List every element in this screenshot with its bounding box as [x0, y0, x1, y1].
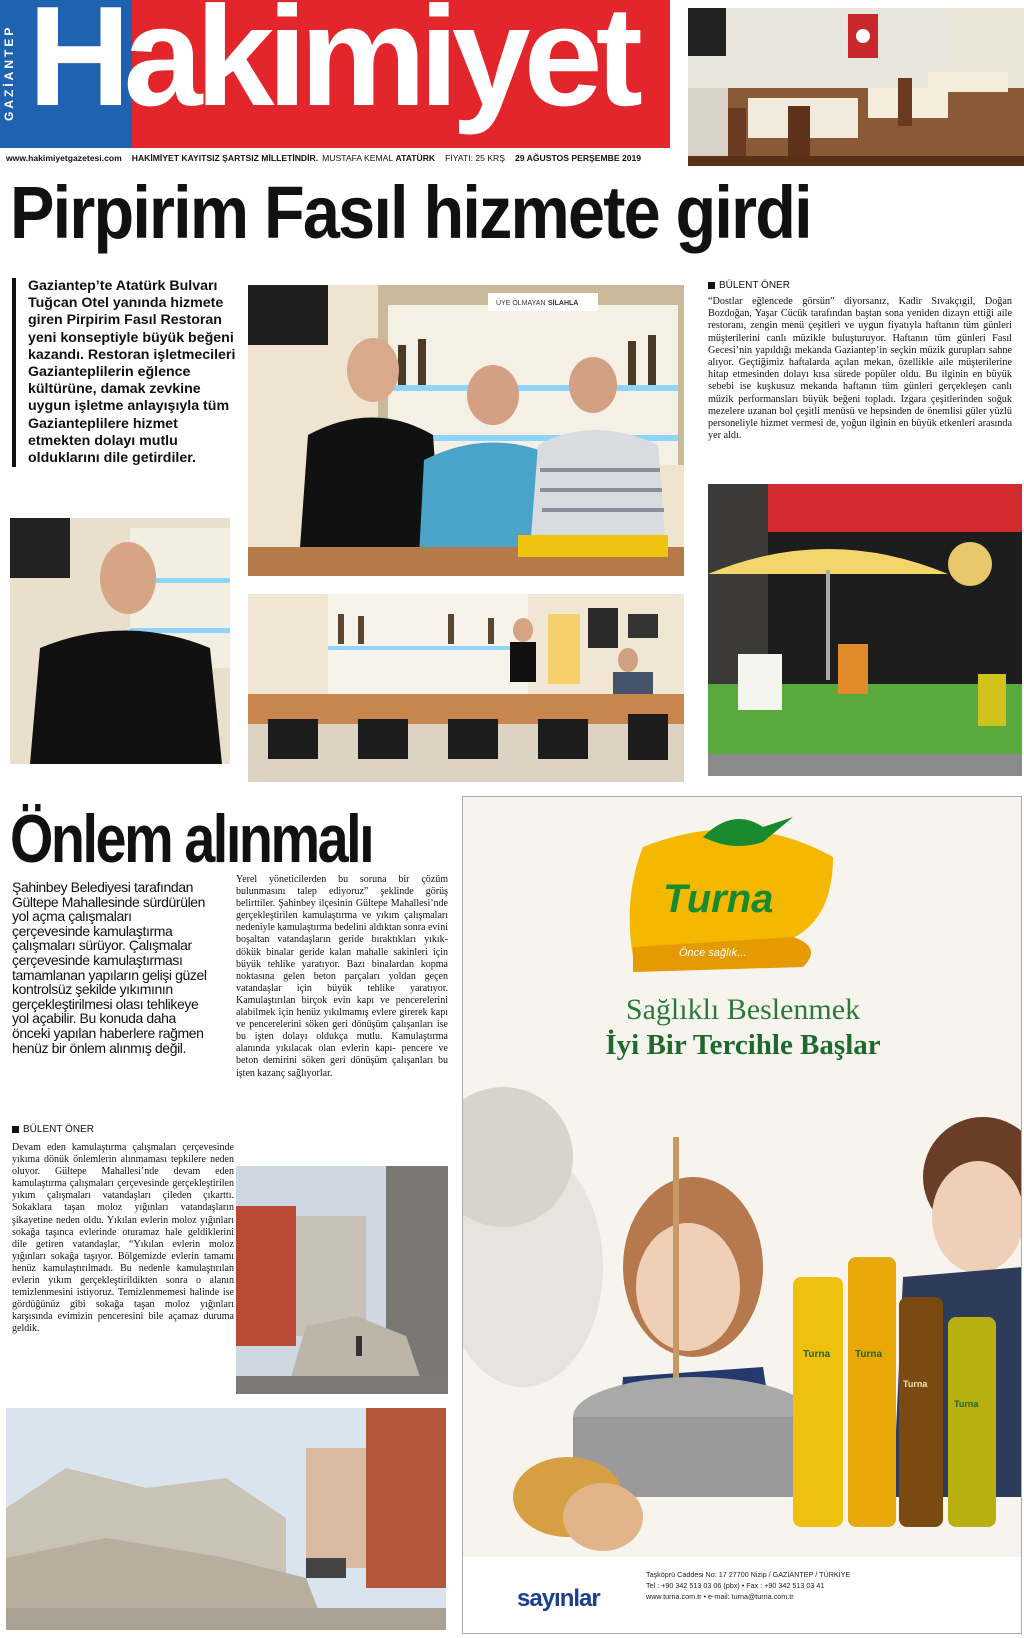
restaurant-exterior-photo — [708, 484, 1022, 776]
motto-author-first: MUSTAFA KEMAL — [322, 153, 394, 163]
ad-phone: Tel : +90 342 513 03 06 (pbx) • Fax : +90 342 513 03 41 — [646, 1580, 825, 1590]
owners-photo — [248, 285, 684, 576]
bottle-label-4: Turna — [954, 1399, 979, 1409]
slogan-bar — [0, 150, 670, 166]
article2-body-col1: Devam eden kamulaştırma çalışmaları çerçevesinde yıkıma dönük önlemlerin alınmaması tepkilere neden oluyor. Gültepe Mahallesi’nde devam eden kamulaştırma çalışmaları çerçevesinde gerçekleştirilen yıkım çalışmaları vatandaşları çileden çıkarttı. Sokaklara taşan moloz yığınları vatandaşların şikayetine neden oldu. Yıkılan evlerin moloz yığınları sokağa taşınca evlerinde oturamaz hale geldiklerini dile getiren vatandaşlar, “Yıkılan evlerin moloz yığınları sokağa taşıyor. Bölgemizde evlerin tamamı henüz kamulaştırılmadı. Bu nedenle kamulaştırılan evlerin yıkım gerçekleştirildikten sonra o alanın temizlenmesini istiyoruz. Temizlenmemesi halinde ise gördüğünüz gibi sokağa taşan moloz yığınları karşısında evimizin penceresini bile açamaz duruma geldik. — [12, 1142, 234, 1335]
demolition-photo-2 — [6, 1408, 446, 1630]
masthead-title-rest: akimiyet — [123, 0, 636, 136]
ad-distributor: sayınlar — [517, 1585, 600, 1612]
ad-address: Taşköprü Caddesi No: 17 27700 Nizip / GAZİANTEP / TÜRKİYE — [646, 1570, 851, 1579]
motto-author-last: ATATÜRK — [395, 153, 436, 163]
restaurant-bar-photo — [248, 594, 684, 782]
restaurant-interior-photo — [688, 8, 1024, 166]
headline-pirpirim[interactable]: Pirpirim Fasıl hizmete girdi — [10, 171, 811, 254]
byline-marker-icon — [12, 1126, 19, 1133]
demolition-photo-1 — [236, 1166, 448, 1394]
article2-author: BÜLENT ÖNER — [23, 1124, 94, 1135]
article1-byline — [708, 280, 790, 291]
motto-author — [322, 153, 435, 163]
ad-web[interactable]: www.turna.com.tr • e-mail: turna@turna.com.tr — [646, 1591, 794, 1601]
motto: HAKİMİYET KAYITSIZ ŞARTSIZ MİLLETİNDİR. — [131, 153, 319, 163]
masthead-city: GAZİANTEP — [2, 24, 16, 122]
ad-slogan: Önce sağlık... — [679, 947, 747, 959]
article1-body: “Dostlar eğlencede görsün” diyorsanız, Kadir Sıvakçıgil, Doğan Bozdoğan, Yaşar Cücük tarafından baştan sona yeniden dizayn ettiği aile restoranı, zengin menü çeşitleri ve uygun fiyatıyla haftanın tüm günleri müşterilerini canlı müzikle buluşturuyor. Haftanın tüm günleri Fasıl Gecesi’nin yapıldığı mekanda Gaziantep’in seçkin müzik gurupları sahne alıyor. Geçtiğimiz haftalarda açılan mekan, özellikle aile müşterilerine hitap etmesinden dolayı kısa sürede popüler oldu. Bu ilginin en büyük sebebi ise kuşkusuz mekanda haftanın tüm günleri gerçekleşen canlı müzik performansları büyük beğeni topladı. Izgara çeşitlerinden soğuk mezelere uzanan bol çeşitli menüsü ve hepsinden de önemlisi güler yüzlü personeliyle hizmet vermesi de, yoğun ilginin en büyük etkenleri arasında yer aldı. — [708, 296, 1012, 442]
bar-sign-small: ÜYE OLMAYAN — [496, 300, 546, 307]
ad-tagline-1: Sağlıklı Beslenmek — [625, 993, 861, 1026]
ad-artwork — [463, 797, 1022, 1634]
bottle-label-2: Turna — [855, 1349, 883, 1360]
website-link[interactable]: www.hakimiyetgazetesi.com — [6, 153, 122, 163]
ad-brand: Turna — [663, 877, 774, 921]
issue-date: 29 AĞUSTOS PERŞEMBE 2019 — [515, 153, 642, 163]
owner-portrait-photo — [10, 518, 230, 764]
price: FİYATI: 25 KRŞ — [445, 153, 505, 163]
article2-body-col2: Yerel yöneticilerden bu soruna bir çözüm bulunmasını talep ediyoruz” şeklinde görüş belirttiler. Şahinbey ilçesinin Gültepe Mahallesi’nde gerçekleştirilen kamulaştırma ve yıkım çalışmaları nedeniyle kamulaştırma bedelini aldıktan sonra evini boşaltan vatandaşların geride bıraktıkları yıkık-dökük binalar geride kalan mahalle sakinleri için büyük tehlike yaratıyor. Bazı binalardan kopma noktasına gelen beton parçaları yoldan geçen vatandaşlar için büyük tehlike yaratıyor. Kamulaştırılan birçok evin kapı ve pencerelerini alabilmek için henüz yıkılmamış evlere girerek kapı ve pencerelerini söken geri dönüşüm çalışanları ise bu işten dolayı oldukça mutlu. Kamulaştırma alanında yıkılacak olan evlerin kapı- pencere ve beton demirini söken geri dönüşüm çalışanları bu işten kazanç sağlıyorlar. — [236, 874, 448, 1079]
article1-lead: Gaziantep’te Atatürk Bulvarı Tuğcan Otel yanında hizmete giren Pirpirim Fasıl Restoran yeni konseptiyle büyük beğeni kazandı. Restoran işletmecileri Gazianteplilerin eğlence kültürüne, damak zevkine uygun işletme anlayışıyla tüm Gazianteplilere hizmet etmekten dolayı mutlu olduklarını dile getirdiler. — [12, 278, 237, 467]
headline-onlem[interactable]: Önlem alınmalı — [10, 801, 373, 877]
byline-marker-icon — [708, 282, 715, 289]
ad-contact — [646, 1570, 876, 1602]
masthead-title[interactable] — [28, 0, 636, 136]
turna-advertisement[interactable] — [462, 796, 1022, 1634]
bottle-label-3: Turna — [903, 1379, 928, 1389]
article1-author: BÜLENT ÖNER — [719, 280, 790, 291]
ad-tagline-2: İyi Bir Tercihle Başlar — [605, 1029, 881, 1061]
bottle-label-1: Turna — [803, 1349, 831, 1360]
bar-sign-big: SİLAHLA — [548, 300, 579, 307]
masthead-title-initial: H — [28, 0, 124, 136]
article2-byline — [12, 1124, 94, 1135]
article2-lead: Şahinbey Belediyesi tarafından Gültepe Mahallesinde sürdürülen yol açma çalışmaları çerçevesinde kamulaştırma çalışmaları sürüyor. Çalışmalar çerçevesinde kamulaştırması tamamlanan yapıların gelişi güzel kontrolsüz şekilde yıkımının gerçekleştirilmesi olası tehlikeye yol açabilir. Bu konuda daha önceki yapılan haberlere rağmen henüz bir önlem alınmış değil. — [12, 879, 207, 1056]
